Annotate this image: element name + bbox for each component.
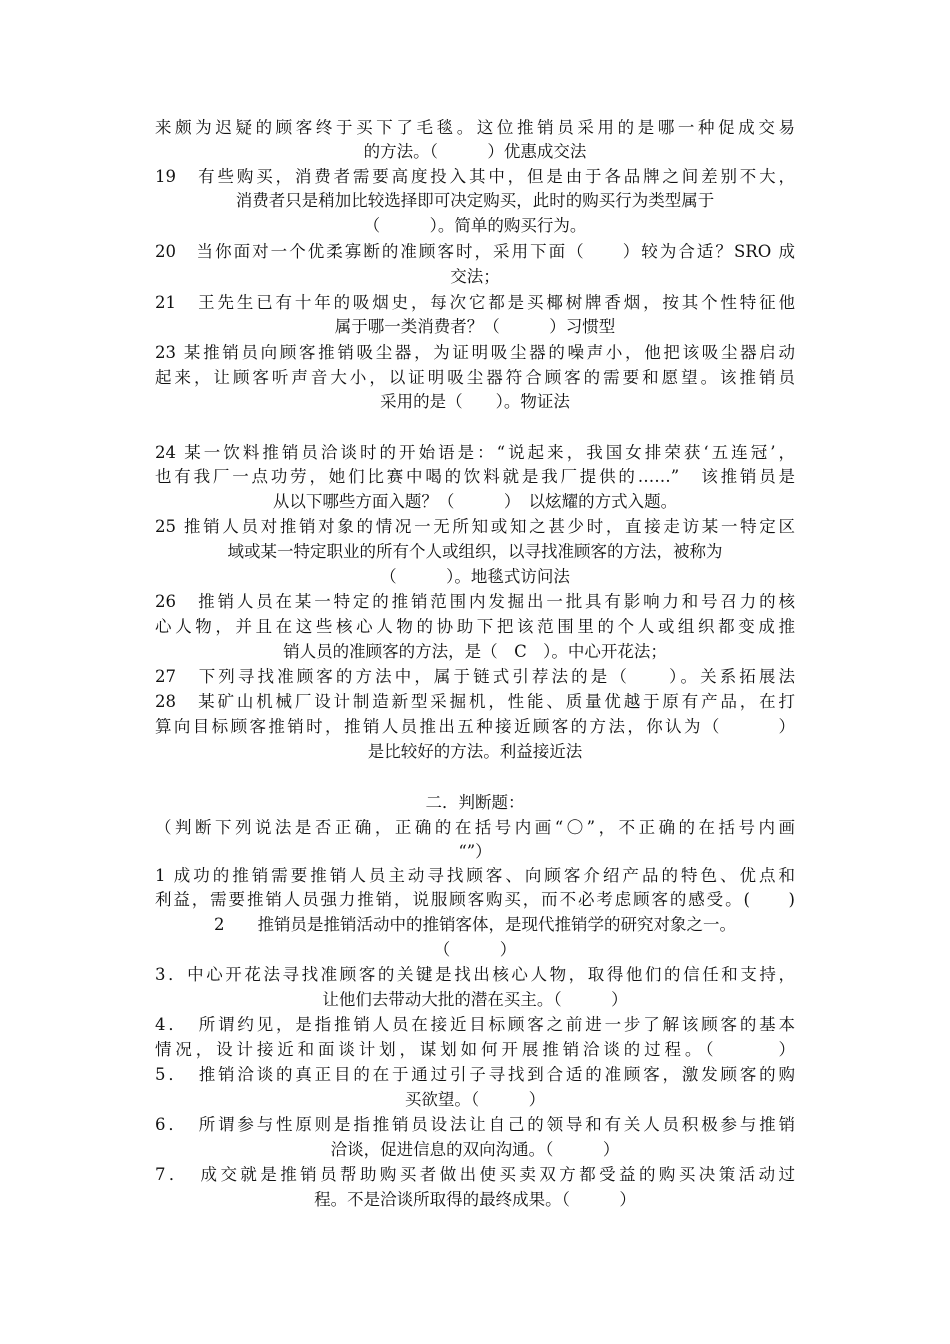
text-line: 也有我厂一点功劳，她们比赛中喝的饮料就是我厂提供的……” 该推销员是 <box>155 467 795 486</box>
text-line: （ ）。地毯式访问法 <box>380 567 570 586</box>
question-23: 23 某推销员向顾客推销吸尘器，为证明吸尘器的噪声小，他把该吸尘器启动 <box>155 343 795 362</box>
statement-1: 1 成功的推销需要推销人员主动寻找顾客、向顾客介绍产品的特色、优点和 <box>155 866 795 885</box>
question-27: 27 下列寻找准顾客的方法中，属于链式引荐法的是（ ）。关系拓展法 <box>155 667 795 686</box>
text-line: 的方法。（ ）优惠成交法 <box>363 142 587 161</box>
text-line: 算向目标顾客推销时，推销人员推出五种接近顾客的方法，你认为（ ） <box>155 717 795 736</box>
text-line: 买欲望。（ ） <box>404 1090 546 1109</box>
statement-5: 5． 推销洽谈的真正目的在于通过引子寻找到合适的准顾客，激发顾客的购 <box>155 1065 795 1084</box>
section-instructions: （判断下列说法是否正确，正确的在括号内画“〇”，不正确的在括号内画 <box>155 818 795 837</box>
statement-4: 4． 所谓约见，是指推销人员在接近目标顾客之前进一步了解该顾客的基本 <box>155 1015 795 1034</box>
text-line: 起来，让顾客听声音大小，以证明吸尘器符合顾客的需要和愿望。该推销员 <box>155 368 795 387</box>
question-28: 28 某矿山机械厂设计制造新型采掘机，性能、质量优越于原有产品，在打 <box>155 692 795 711</box>
text-line: 洽谈，促进信息的双向沟通。（ ） <box>330 1140 620 1159</box>
text-line: 消费者只是稍加比较选择即可决定购买，此时的购买行为类型属于 <box>235 191 715 210</box>
question-19: 19 有些购买，消费者需要高度投入其中，但是由于各品牌之间差别不大， <box>155 167 795 186</box>
text-line: “”） <box>458 842 492 861</box>
question-26: 26 推销人员在某一特定的推销范围内发掘出一批具有影响力和号召力的核 <box>155 592 795 611</box>
text-line: 程。不是洽谈所取得的最终成果。（ ） <box>314 1190 636 1209</box>
question-21: 21 王先生已有十年的吸烟史，每次它都是买椰树牌香烟，按其个性特征他 <box>155 293 795 312</box>
text-line: 来颇为迟疑的顾客终于买下了毛毯。这位推销员采用的是哪一种促成交易 <box>155 118 795 137</box>
text-line: 是比较好的方法。利益接近法 <box>367 742 583 761</box>
text-line: 采用的是（ ）。物证法 <box>380 392 570 411</box>
statement-6: 6． 所谓参与性原则是指推销员设法让自己的领导和有关人员积极参与推销 <box>155 1115 795 1134</box>
statement-7: 7． 成交就是推销员帮助购买者做出使买卖双方都受益的购买决策活动过 <box>155 1165 795 1184</box>
text-line: 从以下哪些方面入题？（ ） 以炫耀的方式入题。 <box>272 492 678 511</box>
section-heading: 二．判断题： <box>425 793 525 812</box>
text-line: 心人物，并且在这些核心人物的协助下把该范围里的个人或组织都变成推 <box>155 617 795 636</box>
statement-2: 2 推销员是推销活动中的推销客体，是现代推销学的研究对象之一。 <box>214 915 736 934</box>
text-line: 利益，需要推销人员强力推销，说服顾客购买，而不必考虑顾客的感受。( ) <box>155 890 795 909</box>
text-line: 域或某一特定职业的所有个人或组织，以寻找准顾客的方法，被称为 <box>227 542 723 561</box>
text-line: （ ）。简单的购买行为。 <box>363 216 587 235</box>
text-line: 让他们去带动大批的潜在买主。（ ） <box>322 990 628 1009</box>
text-line: 情况，设计接近和面谈计划，谋划如何开展推销洽谈的过程。（ ） <box>155 1040 795 1059</box>
question-24: 24 某一饮料推销员洽谈时的开始语是：“说起来，我国女排荣获‘五连冠’， <box>155 443 795 462</box>
statement-3: 3．中心开花法寻找准顾客的关键是找出核心人物，取得他们的信任和支持， <box>155 965 795 984</box>
text-line: 属于哪一类消费者？（ ）习惯型 <box>334 317 616 336</box>
text-line: 交法； <box>450 267 500 286</box>
text-line: （ ） <box>433 940 517 959</box>
question-25: 25 推销人员对推销对象的情况一无所知或知之甚少时，直接走访某一特定区 <box>155 517 795 536</box>
question-20: 20 当你面对一个优柔寡断的准顾客时，采用下面（ ）较为合适？SRO 成 <box>155 242 795 261</box>
text-line: 销人员的准顾客的方法，是（ C ）。中心开花法； <box>283 642 667 661</box>
